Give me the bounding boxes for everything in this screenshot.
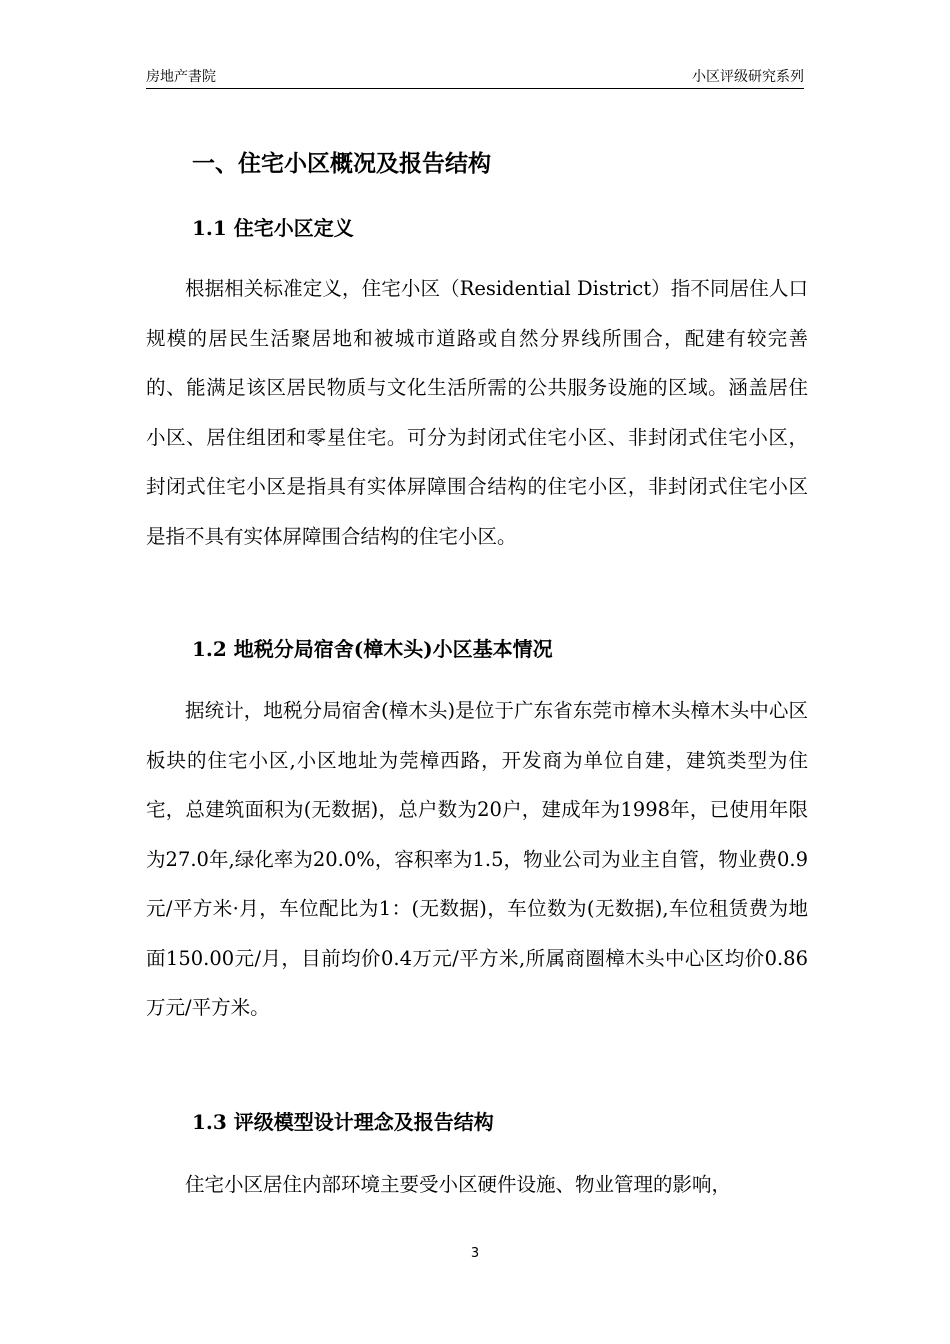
header-series-title: 小区评级研究系列 — [692, 69, 804, 85]
section-1-3-paragraph: 住宅小区居住内部环境主要受小区硬件设施、物业管理的影响， — [185, 1173, 732, 1196]
page-header — [146, 66, 804, 89]
header-publisher: 房地产書院 — [146, 69, 216, 85]
section-1-2-heading: 1.2 地税分局宿舍(樟木头)小区基本情况 — [192, 637, 553, 661]
section-1-1-heading: 1.1 住宅小区定义 — [192, 216, 354, 240]
section-1-heading: 一、住宅小区概况及报告结构 — [192, 150, 491, 177]
section-1-3-heading: 1.3 评级模型设计理念及报告结构 — [192, 1110, 494, 1134]
page-number: 3 — [470, 1246, 480, 1261]
section-1-1-paragraph: 根据相关标准定义，住宅小区（Residential District）指不同居住人口规模的居民生活聚居地和被城市道路或自然分界线所围合，配建有较完善的、能满足该区居民物质与文化生活所需的公共服务设施的区域。涵盖居住小区、居住组团和零星住宅。可分为封闭式住宅小区、非封闭式住宅小区，封闭式住宅小区是指具有实体屏障围合结构的住宅小区，非封闭式住宅小区是指不具有实体屏障围合结构的住宅小区。 — [146, 277, 808, 548]
section-1-2-paragraph: 据统计，地税分局宿舍(樟木头)是位于广东省东莞市樟木头樟木头中心区板块的住宅小区,小区地址为莞樟西路，开发商为单位自建，建筑类型为住宅，总建筑面积为(无数据)，总户数为20户，建成年为1998年，已使用年限为27.0年,绿化率为20.0%，容积率为1.5，物业公司为业主自管，物业费0.9元/平方米·月，车位配比为1：(无数据)，车位数为(无数据),车位租赁费为地面150.00元/月，目前均价0.4万元/平方米,所属商圈樟木头中心区均价0.86万元/平方米。 — [146, 699, 808, 1019]
